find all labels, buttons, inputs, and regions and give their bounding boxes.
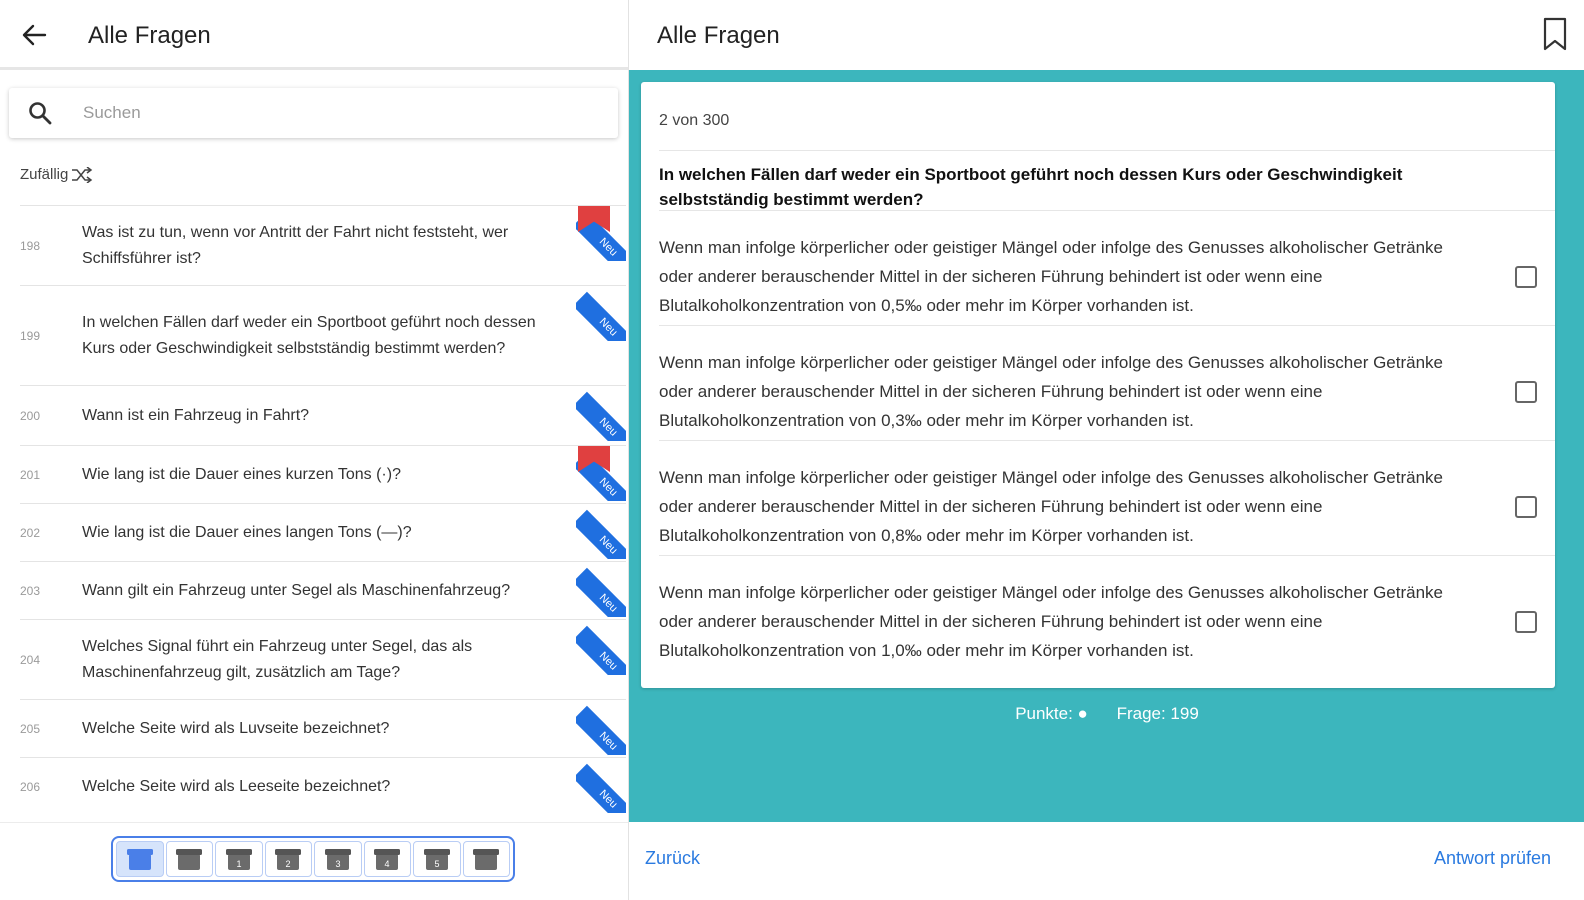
question-title: Wann ist ein Fahrzeug in Fahrt? bbox=[82, 406, 310, 424]
new-badge bbox=[576, 446, 626, 501]
arrow-left-icon bbox=[21, 24, 47, 46]
question-list-item[interactable] bbox=[20, 561, 626, 619]
question-card bbox=[641, 82, 1555, 688]
new-badge-label: Neu bbox=[576, 392, 626, 441]
question-list-item[interactable] bbox=[20, 445, 626, 503]
new-badge bbox=[576, 386, 626, 441]
answer-option[interactable] bbox=[659, 210, 1555, 324]
question-number: 205 bbox=[20, 721, 41, 736]
points-label: Punkte: ● bbox=[1015, 704, 1088, 723]
shuffle-icon bbox=[71, 167, 93, 183]
question-title: In welchen Fällen darf weder ein Sportboot geführt noch dessen Kurs oder Geschwindigkeit selbstständig bestimmt werden? bbox=[82, 313, 536, 357]
answer-checkbox[interactable] bbox=[1515, 496, 1537, 518]
question-list-item[interactable] bbox=[20, 699, 626, 757]
question-list-item[interactable] bbox=[20, 385, 626, 445]
all-boxes-icon bbox=[174, 845, 204, 873]
answer-option[interactable] bbox=[659, 555, 1555, 669]
new-badge bbox=[576, 620, 626, 675]
box-number: 2 bbox=[285, 859, 291, 869]
question-title: Was ist zu tun, wenn vor Antritt der Fahrt nicht feststeht, wer Schiffsführer ist? bbox=[82, 223, 509, 267]
question-area bbox=[629, 70, 1584, 822]
box-3-icon bbox=[323, 845, 353, 873]
answer-checkbox[interactable] bbox=[1515, 381, 1537, 403]
random-label: Zufällig bbox=[20, 166, 69, 183]
answer-option[interactable] bbox=[659, 325, 1555, 439]
new-badge-label: Neu bbox=[576, 212, 626, 261]
question-detail-pane bbox=[628, 0, 1584, 900]
back-button[interactable] bbox=[14, 18, 54, 52]
box-tab-2[interactable] bbox=[166, 841, 214, 877]
answer-checkbox[interactable] bbox=[1515, 266, 1537, 288]
answer-text: Wenn man infolge körperlicher oder geistiger Mängel oder infolge des Genusses alkoholischer Getränke oder anderer berauschender Mittel in der sicheren Führung behindert ist oder wenn eine Blutalkoholkonzentration von 0,5‰ oder mehr im Körper vorhanden ist. bbox=[659, 238, 1444, 315]
new-badge bbox=[576, 700, 626, 755]
question-title: Welches Signal führt ein Fahrzeug unter Segel, das als Maschinenfahrzeug gilt, zusätzlich am Tage? bbox=[82, 637, 473, 681]
question-list-item[interactable] bbox=[20, 757, 626, 815]
question-title: Welche Seite wird als Luvseite bezeichnet? bbox=[82, 719, 390, 737]
question-number: 198 bbox=[20, 238, 41, 253]
left-header bbox=[0, 0, 628, 70]
new-badge-label: Neu bbox=[576, 452, 626, 501]
question-list-pane bbox=[0, 0, 628, 900]
box-tab-1[interactable] bbox=[116, 841, 164, 877]
box-5-icon bbox=[422, 845, 452, 873]
box-number: 5 bbox=[434, 859, 440, 869]
question-counter: 2 von 300 bbox=[659, 112, 730, 129]
question-number-label: Frage: 199 bbox=[1116, 704, 1199, 723]
answer-text: Wenn man infolge körperlicher oder geistiger Mängel oder infolge des Genusses alkoholischer Getränke oder anderer berauschender Mittel in der sicheren Führung behindert ist oder wenn eine Blutalkoholkonzentration von 0,8‰ oder mehr im Körper vorhanden ist. bbox=[659, 468, 1444, 545]
box-tab-3[interactable] bbox=[215, 841, 263, 877]
question-number: 206 bbox=[20, 779, 41, 794]
question-number: 202 bbox=[20, 525, 41, 540]
question-list-item[interactable] bbox=[20, 285, 626, 385]
new-badge-label: Neu bbox=[576, 706, 626, 755]
right-page-title: Alle Fragen bbox=[657, 22, 780, 49]
answer-text: Wenn man infolge körperlicher oder geistiger Mängel oder infolge des Genusses alkoholischer Getränke oder anderer berauschender Mittel in der sicheren Führung behindert ist oder wenn eine Blutalkoholkonzentration von 0,3‰ oder mehr im Körper vorhanden ist. bbox=[659, 353, 1444, 430]
question-text: In welchen Fällen darf weder ein Sportboot geführt noch dessen Kurs oder Geschwindigkeit selbstständig bestimmt werden? bbox=[659, 165, 1403, 209]
new-badge-label: Neu bbox=[576, 568, 626, 617]
new-badge bbox=[576, 206, 626, 261]
archive-icon bbox=[471, 845, 501, 873]
left-page-title: Alle Fragen bbox=[88, 22, 211, 49]
question-number: 199 bbox=[20, 328, 41, 343]
box-2-icon bbox=[273, 845, 303, 873]
bookmark-icon[interactable] bbox=[1539, 16, 1571, 52]
divider bbox=[659, 150, 1555, 151]
right-header bbox=[629, 0, 1584, 70]
question-list-item[interactable] bbox=[20, 503, 626, 561]
new-badge-label: Neu bbox=[576, 292, 626, 341]
box-tab-4[interactable] bbox=[265, 841, 313, 877]
new-badge-label: Neu bbox=[576, 764, 626, 813]
new-badge bbox=[576, 758, 626, 813]
question-list-item[interactable] bbox=[20, 619, 626, 699]
question-list bbox=[20, 205, 626, 815]
action-bar bbox=[629, 822, 1584, 900]
box-4-icon bbox=[372, 845, 402, 873]
new-badge bbox=[576, 562, 626, 617]
box-number: 3 bbox=[335, 859, 341, 869]
question-title: Wie lang ist die Dauer eines langen Tons (—)? bbox=[82, 523, 412, 541]
answer-option[interactable] bbox=[659, 440, 1555, 554]
answer-checkbox[interactable] bbox=[1515, 611, 1537, 633]
box-1-icon bbox=[224, 845, 254, 873]
random-order-button[interactable] bbox=[20, 166, 93, 183]
box-tab-5[interactable] bbox=[314, 841, 362, 877]
new-badge-label: Neu bbox=[576, 510, 626, 559]
search-bar bbox=[9, 88, 618, 138]
box-number: 4 bbox=[384, 859, 390, 869]
question-title: Welche Seite wird als Leeseite bezeichnet? bbox=[82, 777, 391, 795]
question-number: 201 bbox=[20, 467, 41, 482]
box-tab-7[interactable] bbox=[413, 841, 461, 877]
search-icon bbox=[27, 100, 53, 126]
box-toolbar-area bbox=[0, 822, 628, 900]
question-title: Wann gilt ein Fahrzeug unter Segel als Maschinenfahrzeug? bbox=[82, 581, 511, 599]
box-tab-6[interactable] bbox=[364, 841, 412, 877]
question-number: 204 bbox=[20, 652, 41, 667]
calendar-icon bbox=[125, 845, 155, 873]
status-line bbox=[629, 704, 1584, 724]
new-badge bbox=[576, 504, 626, 559]
answer-text: Wenn man infolge körperlicher oder geistiger Mängel oder infolge des Genusses alkoholischer Getränke oder anderer berauschender Mittel in der sicheren Führung behindert ist oder wenn eine Blutalkoholkonzentration von 1,0‰ oder mehr im Körper vorhanden ist. bbox=[659, 583, 1444, 660]
box-number: 1 bbox=[236, 859, 242, 869]
question-title: Wie lang ist die Dauer eines kurzen Tons (·)? bbox=[82, 465, 401, 483]
question-number: 200 bbox=[20, 408, 41, 423]
question-number: 203 bbox=[20, 583, 41, 598]
check-answer-button[interactable]: Antwort prüfen bbox=[1433, 848, 1551, 868]
new-badge-label: Neu bbox=[576, 626, 626, 675]
learning-box-selector bbox=[111, 836, 515, 882]
question-list-item[interactable] bbox=[20, 205, 626, 285]
box-tab-8[interactable] bbox=[463, 841, 511, 877]
new-badge bbox=[576, 286, 626, 341]
back-nav-button[interactable]: Zurück bbox=[645, 848, 701, 868]
search-input[interactable] bbox=[83, 98, 583, 128]
